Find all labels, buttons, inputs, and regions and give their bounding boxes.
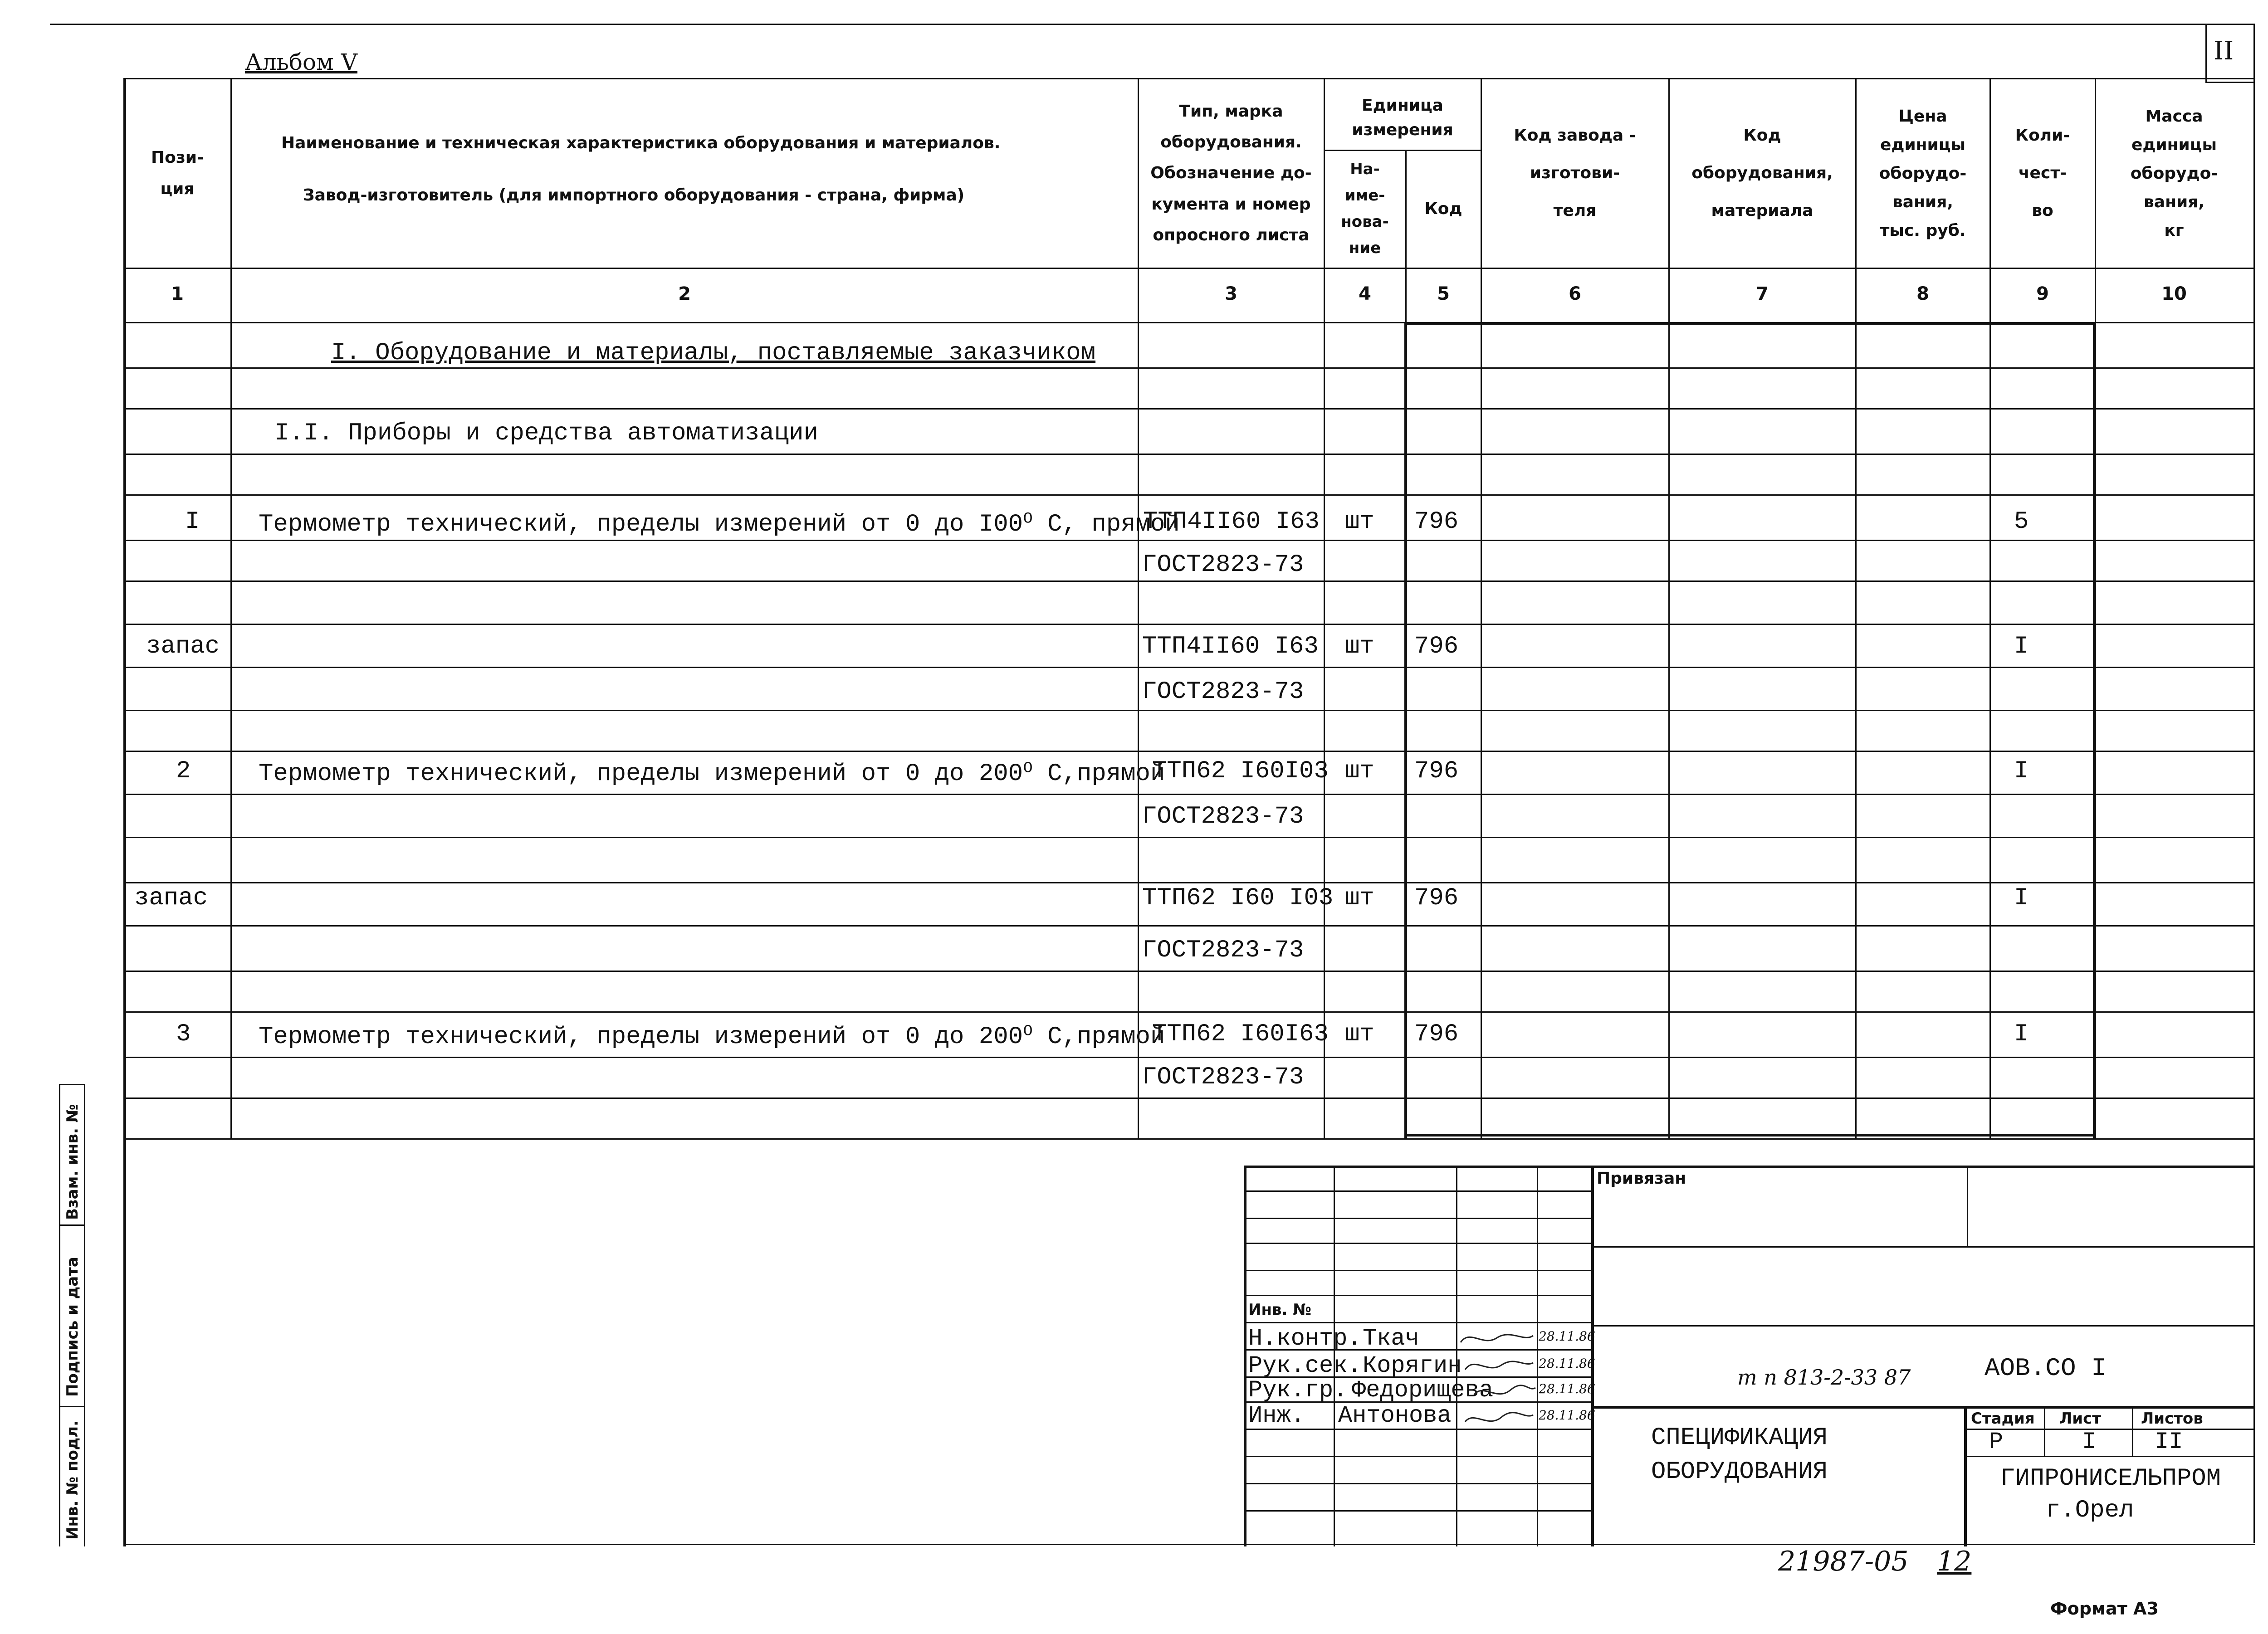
header-plant-code: Код завода - изготови- теля <box>1514 126 1636 220</box>
stamp-doc-code: АОВ.СО I <box>1984 1354 2107 1383</box>
stamp-name-4: Антонова <box>1338 1402 1452 1429</box>
col-num-2: 2 <box>678 283 691 304</box>
stamp-row <box>1244 1295 1592 1296</box>
row1-name: Термометр технический, пределы измерений от 0 до I00⁰ С, прямой <box>259 511 1180 538</box>
stamp-date-4: 28.11.86 <box>1539 1408 1595 1423</box>
stamp-stage: Р <box>1989 1429 2004 1455</box>
row3-name: Термометр технический, пределы измерений от 0 до 200⁰ С,прямой <box>259 760 1165 788</box>
stamp-row <box>1244 1456 1592 1457</box>
row4-qty: I <box>2014 884 2029 912</box>
stamp-org-2: г.Орел <box>2046 1497 2134 1524</box>
side-stamp-left <box>59 1084 60 1546</box>
stamp-date-2: 28.11.86 <box>1539 1356 1595 1371</box>
row5-position: 3 <box>176 1020 191 1048</box>
header-type: Тип, марка оборудования. Обозначение до- кумента и номер опросного листа <box>1150 102 1312 245</box>
bold-bottom <box>1404 1134 2096 1136</box>
stamp-role-4: Инж. <box>1248 1402 1305 1429</box>
stamp-privyazan: Привязан <box>1597 1169 1686 1188</box>
stamp-stage-label: Стадия <box>1971 1410 2035 1428</box>
signatures-icon <box>1456 1324 1537 1433</box>
side-label-vzam: Взам. инв. № <box>64 1104 82 1220</box>
stamp-sheets: II <box>2155 1429 2183 1455</box>
row-line <box>123 882 2255 883</box>
side-stamp-top <box>59 1084 85 1085</box>
stamp-row <box>1244 1270 1592 1271</box>
row-line <box>123 1097 2255 1099</box>
row5-type: ТТП62 I60I63 <box>1152 1020 1329 1048</box>
col-sep-1 <box>230 78 232 1139</box>
row-line <box>123 624 2255 625</box>
row3-code: 796 <box>1414 757 1459 785</box>
stamp-name-2: Корягин <box>1363 1352 1462 1379</box>
stamp-top <box>1244 1166 2255 1168</box>
stamp-line <box>1591 1246 2255 1248</box>
row2-qty: I <box>2014 633 2029 660</box>
row3-qty: I <box>2014 757 2029 785</box>
section-heading-1-1: I.I. Приборы и средства автоматизации <box>274 419 818 447</box>
row-line <box>123 925 2255 927</box>
header-position: Пози- ция <box>151 148 204 198</box>
row-line <box>123 1011 2255 1013</box>
stamp-role-3: Рук.гр. <box>1248 1377 1348 1404</box>
side-stamp-mid <box>84 1084 85 1546</box>
row2-unit: шт <box>1345 633 1374 660</box>
row1-code: 796 <box>1414 508 1459 536</box>
row3-unit: шт <box>1345 757 1374 785</box>
row5-qty: I <box>2014 1020 2029 1048</box>
row-line <box>123 580 2255 582</box>
row-line <box>123 837 2255 838</box>
stamp-privyazan-split <box>1967 1166 1968 1247</box>
header-unit: Единица измерения <box>1352 96 1453 139</box>
header-qty: Коли- чест- во <box>2015 126 2070 220</box>
header-equip-code: Код оборудования, материала <box>1691 126 1833 220</box>
row2-code: 796 <box>1414 633 1459 660</box>
right-border <box>2253 24 2255 1543</box>
side-label-inv: Инв. № подл. <box>64 1420 82 1540</box>
row-line <box>123 540 2255 541</box>
col-num-4: 4 <box>1359 283 1371 304</box>
row-line <box>123 1057 2255 1058</box>
row1-gost: ГОСТ2823-73 <box>1142 551 1304 579</box>
row3-position: 2 <box>176 757 191 785</box>
stamp-row <box>1244 1218 1592 1219</box>
paper-format: Формат А3 <box>2050 1599 2159 1619</box>
row5-name: Термометр технический, пределы измерений от 0 до 200⁰ С,прямой <box>259 1023 1165 1051</box>
row-line <box>123 408 2255 410</box>
row1-type: ТТП4II60 I63 <box>1143 508 1320 536</box>
col-num-8: 8 <box>1916 283 1929 304</box>
side-stamp-div1 <box>59 1224 85 1226</box>
col-num-5: 5 <box>1437 283 1450 304</box>
header-unit-name: На- име- нова- ние <box>1341 160 1389 257</box>
row-line <box>123 751 2255 752</box>
stamp-name-3: Федорищева <box>1352 1377 1494 1404</box>
stamp-col <box>2044 1406 2045 1457</box>
row4-unit: шт <box>1345 884 1374 912</box>
row-line <box>123 494 2255 496</box>
stamp-left <box>1244 1166 1246 1546</box>
stamp-sheet-label: Лист <box>2059 1410 2101 1428</box>
stamp-title-2: ОБОРУДОВАНИЯ <box>1651 1458 1828 1486</box>
corner-box-left <box>2205 24 2207 83</box>
header-unit-code: Код <box>1424 199 1462 218</box>
top-border <box>50 24 2254 25</box>
col-num-7: 7 <box>1756 283 1769 304</box>
stamp-row <box>1244 1190 1592 1192</box>
row4-type: ТТП62 I60 I03 <box>1142 884 1334 912</box>
row-line <box>123 367 2255 369</box>
stamp-line <box>1964 1456 2254 1457</box>
stamp-row <box>1244 1322 1592 1323</box>
row2-gost: ГОСТ2823-73 <box>1142 678 1304 706</box>
header-name-a: Наименование и техническая характеристика оборудования и материалов. <box>281 134 1001 152</box>
row1-unit: шт <box>1345 508 1374 536</box>
stamp-row <box>1244 1243 1592 1244</box>
bold-right <box>2093 323 2096 1139</box>
stamp-line <box>1591 1406 2255 1409</box>
row-line <box>123 454 2255 455</box>
row-line <box>123 667 2255 668</box>
header-name-b: Завод-изготовитель (для импортного оборудования - страна, фирма) <box>303 186 965 205</box>
col-num-6: 6 <box>1569 283 1581 304</box>
stamp-line <box>1591 1325 2255 1327</box>
row-line <box>123 971 2255 972</box>
stamp-inv-label: Инв. № <box>1248 1301 1312 1319</box>
row4-code: 796 <box>1414 884 1459 912</box>
side-stamp-div2 <box>59 1406 85 1407</box>
album-label: Альбом V <box>245 49 357 75</box>
stamp-project-number: т п 813-2-33 87 <box>1737 1365 1911 1390</box>
stamp-col <box>2132 1406 2133 1457</box>
stamp-role-2: Рук.сек. <box>1248 1352 1362 1379</box>
stamp-row <box>1244 1510 1592 1512</box>
bottom-handwritten-number: 21987-05 <box>1778 1546 1909 1577</box>
stamp-sheets-label: Листов <box>2141 1410 2203 1428</box>
header-bottom <box>123 268 2255 269</box>
stamp-date-3: 28.11.86 <box>1539 1381 1595 1396</box>
col-num-1: 1 <box>171 283 184 304</box>
table-body-bottom <box>123 1138 2255 1140</box>
stamp-role-1: Н.контр. <box>1248 1325 1362 1352</box>
col-num-9: 9 <box>2036 283 2049 304</box>
col-num-3: 3 <box>1225 283 1237 304</box>
bold-left <box>1404 323 1407 1139</box>
stamp-name-1: Ткач <box>1363 1325 1419 1352</box>
stamp-col <box>1537 1166 1538 1546</box>
row4-gost: ГОСТ2823-73 <box>1142 937 1304 964</box>
sheet-corner-number: II <box>2214 36 2234 66</box>
row5-gost: ГОСТ2823-73 <box>1142 1063 1304 1091</box>
row1-position: I <box>185 508 200 536</box>
stamp-org-split <box>1964 1406 1967 1546</box>
stamp-title-1: СПЕЦИФИКАЦИЯ <box>1651 1424 1828 1452</box>
bottom-handwritten-sheet: 12 <box>1937 1546 1972 1577</box>
frame-bottom <box>123 1544 2255 1545</box>
stamp-date-1: 28.11.86 <box>1539 1329 1595 1344</box>
row-line <box>123 794 2255 795</box>
header-price: Цена единицы оборудо- вания, тыс. руб. <box>1879 107 1967 240</box>
section-heading-1: I. Оборудование и материалы, поставляемые заказчиком <box>331 339 1096 367</box>
header-mass: Масса единицы оборудо- вания, кг <box>2130 107 2218 240</box>
row3-gost: ГОСТ2823-73 <box>1142 803 1304 830</box>
row1-qty: 5 <box>2014 508 2029 536</box>
row5-unit: шт <box>1345 1020 1374 1048</box>
row3-type: ТТП62 I60I03 <box>1152 757 1329 785</box>
bold-top <box>1404 322 2096 325</box>
stamp-sheet: I <box>2082 1429 2097 1455</box>
side-label-podpis: Подпись и дата <box>64 1257 82 1397</box>
row2-type: ТТП4II60 I63 <box>1142 633 1319 660</box>
stamp-row <box>1244 1483 1592 1484</box>
row4-position: запас <box>134 884 208 912</box>
row-line <box>123 710 2255 711</box>
col-num-10: 10 <box>2161 283 2187 304</box>
stamp-org-1: ГИПРОНИСЕЛЬПРОМ <box>2000 1465 2221 1493</box>
row2-position: запас <box>146 633 220 660</box>
row5-code: 796 <box>1414 1020 1459 1048</box>
stamp-line <box>1964 1429 2254 1430</box>
